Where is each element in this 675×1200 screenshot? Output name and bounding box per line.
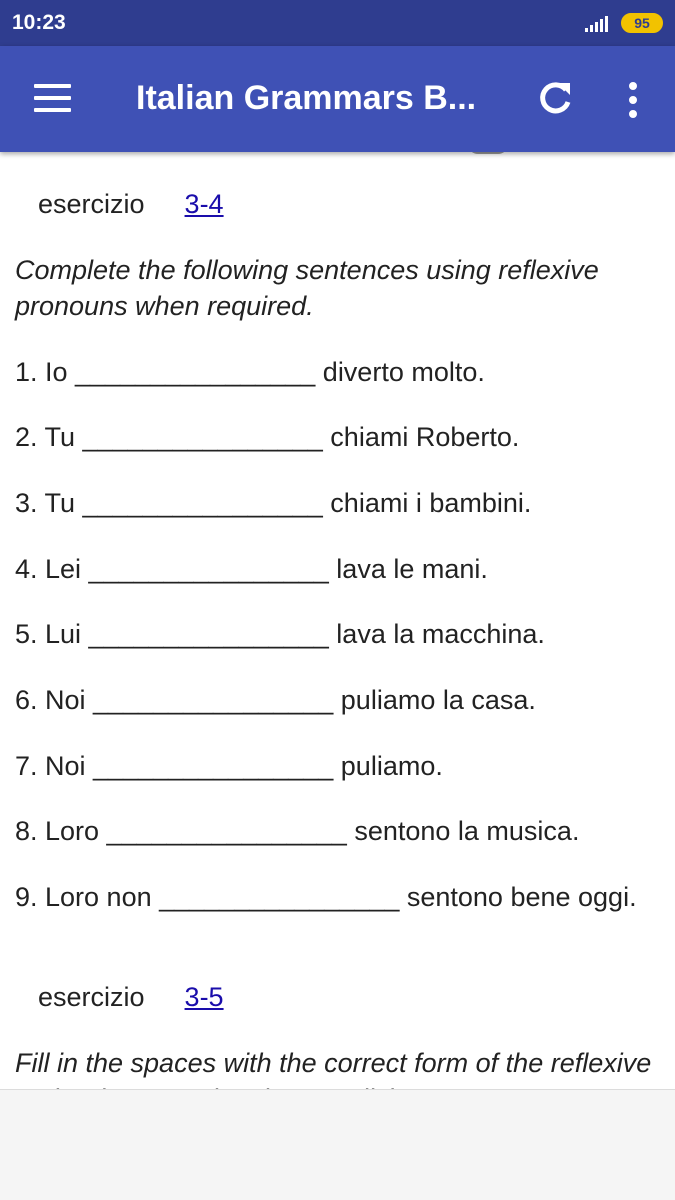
- app-title: Italian Grammars B...: [136, 79, 477, 117]
- status-time: 10:23: [12, 11, 66, 34]
- sentence-item: 5. Lui ________________ lava la macchina.: [15, 619, 545, 649]
- menu-icon[interactable]: [34, 84, 71, 112]
- sentence-item: 6. Noi ________________ puliamo la casa.: [15, 685, 536, 715]
- status-bar: [0, 0, 675, 46]
- signal-icon: [585, 16, 611, 32]
- exercise-instructions: Fill in the spaces with the correct form of the reflexive: [15, 1048, 652, 1078]
- content-area[interactable]: [0, 152, 675, 1089]
- sentence-item: 2. Tu ________________ chiami Roberto.: [15, 422, 520, 452]
- sentence-item: 9. Loro non ________________ sentono bene oggi.: [15, 882, 637, 912]
- exercise-instructions: Complete the following sentences using reflexive pronouns when required.: [15, 255, 599, 321]
- exercise-heading: [38, 189, 224, 220]
- more-vert-icon[interactable]: [624, 82, 642, 118]
- battery-icon: [621, 13, 663, 33]
- app-bar: [0, 46, 675, 152]
- bottom-bar: [0, 1089, 675, 1200]
- sentence-item: 7. Noi ________________ puliamo.: [15, 751, 443, 781]
- sentence-item: 8. Loro ________________ sentono la musica.: [15, 816, 580, 846]
- sentence-item: 1. Io ________________ diverto molto.: [15, 357, 485, 387]
- sentence-item: 4. Lei ________________ lava le mani.: [15, 554, 488, 584]
- exercise-label: esercizio: [38, 982, 145, 1012]
- exercise-link[interactable]: 3-5: [184, 982, 224, 1012]
- exercise-link[interactable]: 3-4: [184, 189, 224, 219]
- battery-level: 95: [634, 15, 650, 31]
- refresh-icon[interactable]: [536, 80, 574, 118]
- exercise-label: esercizio: [38, 189, 145, 219]
- exercise-heading: [38, 982, 224, 1013]
- sentence-item: 3. Tu ________________ chiami i bambini.: [15, 488, 532, 518]
